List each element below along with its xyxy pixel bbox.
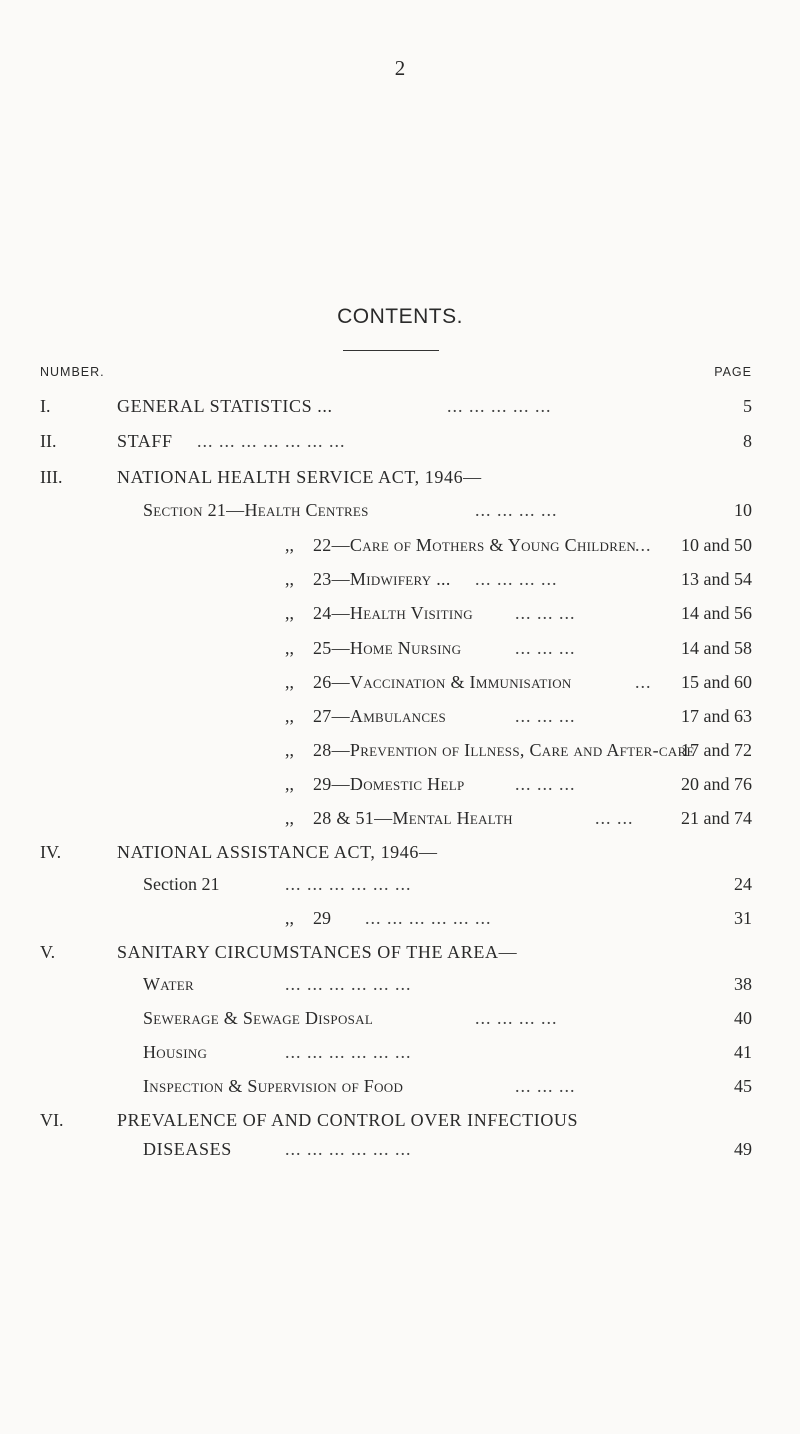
- page-ref: 20 and 76: [681, 774, 752, 794]
- leader-dots: ... ... ... ...: [475, 1008, 558, 1028]
- entry-text: Housing: [143, 1042, 208, 1062]
- toc-section-4: [0, 839, 800, 865]
- page-ref: 10: [734, 500, 752, 520]
- toc-entry: [0, 805, 800, 831]
- leader-dots: ... ... ... ...: [475, 500, 558, 520]
- section-title: GENERAL STATISTICS ...: [117, 396, 333, 416]
- leader-dots: ... ... ... ... ... ... ...: [197, 431, 346, 451]
- entry-text: 29: [313, 908, 331, 928]
- toc-entry: [0, 737, 800, 763]
- toc-entry: [0, 566, 800, 592]
- toc-entry: [0, 1005, 800, 1031]
- section-number: III.: [40, 467, 63, 487]
- entry-text: Sewerage & Sewage Disposal: [143, 1008, 374, 1028]
- toc-section-6-cont: [0, 1136, 800, 1162]
- toc-entry: [0, 635, 800, 661]
- entry-text: 23—Midwifery ...: [313, 569, 451, 589]
- toc-entry: [0, 771, 800, 797]
- page-ref: 15 and 60: [681, 672, 752, 692]
- section-title: NATIONAL ASSISTANCE ACT, 1946—: [117, 842, 438, 862]
- toc-entry: [0, 871, 800, 897]
- leader-dots: ... ... ...: [515, 1076, 576, 1096]
- page-ref: 8: [743, 431, 752, 451]
- page-ref: 38: [734, 974, 752, 994]
- page-ref: 45: [734, 1076, 752, 1096]
- entry-text: 29—Domestic Help: [313, 774, 465, 794]
- entry-text: 26—Vaccination & Immunisation: [313, 672, 572, 692]
- ditto-mark: ,,: [285, 808, 294, 828]
- page-ref: 24: [734, 874, 752, 894]
- section-number: IV.: [40, 842, 62, 862]
- page-ref: 21 and 74: [681, 808, 752, 828]
- page-ref: 31: [734, 908, 752, 928]
- section-title-cont: DISEASES: [143, 1139, 232, 1159]
- leader-dots: ... ... ... ... ... ...: [285, 874, 412, 894]
- toc-entry: [0, 532, 800, 558]
- leader-dots: ... ... ...: [515, 638, 576, 658]
- page-ref: 17 and 72: [681, 740, 752, 760]
- ditto-mark: ,,: [285, 569, 294, 589]
- ditto-mark: ,,: [285, 908, 294, 928]
- ditto-mark: ,,: [285, 603, 294, 623]
- entry-text: Section 21—Health Centres: [143, 500, 369, 520]
- entry-text: 25—Home Nursing: [313, 638, 462, 658]
- toc-entry: [0, 703, 800, 729]
- leader-dots: ...: [635, 672, 652, 692]
- page-title: CONTENTS.: [337, 305, 463, 328]
- leader-dots: ... ... ...: [515, 774, 576, 794]
- leader-dots: ... ... ...: [515, 603, 576, 623]
- ditto-mark: ,,: [285, 535, 294, 555]
- ditto-mark: ,,: [285, 774, 294, 794]
- toc-section-1: [0, 393, 800, 419]
- entry-text: 28—Prevention of Illness, Care and After-care: [313, 740, 695, 760]
- leader-dots: ... ... ... ... ...: [447, 396, 552, 416]
- ditto-mark: ,,: [285, 672, 294, 692]
- ditto-mark: ,,: [285, 638, 294, 658]
- entry-text: 28 & 51—Mental Health: [313, 808, 513, 828]
- section-number: I.: [40, 396, 51, 416]
- toc-section-2: [0, 428, 800, 454]
- title-divider: [343, 350, 439, 351]
- entry-text: Section 21: [143, 874, 220, 894]
- page-number: 2: [394, 56, 406, 80]
- entry-text: 24—Health Visiting: [313, 603, 473, 623]
- ditto-mark: ,,: [285, 706, 294, 726]
- section-title: STAFF: [117, 431, 173, 451]
- entry-text: 27—Ambulances: [313, 706, 447, 726]
- toc-section-3: [0, 464, 800, 490]
- section-title: NATIONAL HEALTH SERVICE ACT, 1946—: [117, 467, 482, 487]
- page-ref: 13 and 54: [681, 569, 752, 589]
- section-number: II.: [40, 431, 57, 451]
- toc-entry: [0, 971, 800, 997]
- toc-entry: [0, 669, 800, 695]
- page-ref: 40: [734, 1008, 752, 1028]
- leader-dots: ... ... ... ... ... ...: [365, 908, 492, 928]
- entry-text: Water: [143, 974, 194, 994]
- leader-dots: ... ... ... ... ... ...: [285, 974, 412, 994]
- leader-dots: ... ... ... ... ... ...: [285, 1139, 412, 1159]
- leader-dots: ... ... ... ...: [475, 569, 558, 589]
- leader-dots: ... ...: [595, 808, 634, 828]
- toc-entry: [0, 1039, 800, 1065]
- page-ref: 10 and 50: [681, 535, 752, 555]
- toc-entry: [0, 497, 800, 523]
- page-ref: 14 and 58: [681, 638, 752, 658]
- number-column-header: NUMBER.: [40, 365, 105, 379]
- toc-entry: [0, 905, 800, 931]
- section-number: VI.: [40, 1110, 64, 1130]
- toc-entry: [0, 600, 800, 626]
- page-ref: 14 and 56: [681, 603, 752, 623]
- section-title: SANITARY CIRCUMSTANCES OF THE AREA—: [117, 942, 518, 962]
- ditto-mark: ,,: [285, 740, 294, 760]
- page-column-header: PAGE: [714, 365, 752, 379]
- section-title: PREVALENCE OF AND CONTROL OVER INFECTIOUS: [117, 1110, 579, 1130]
- toc-section-5: [0, 939, 800, 965]
- leader-dots: ... ... ... ... ... ...: [285, 1042, 412, 1062]
- leader-dots: ... ... ...: [515, 706, 576, 726]
- entry-text: 22—Care of Mothers & Young Children: [313, 535, 637, 555]
- page-ref: 5: [743, 396, 752, 416]
- section-number: V.: [40, 942, 56, 962]
- leader-dots: ...: [635, 535, 652, 555]
- toc-section-6: [0, 1107, 800, 1133]
- page-ref: 17 and 63: [681, 706, 752, 726]
- entry-text: Inspection & Supervision of Food: [143, 1076, 404, 1096]
- page-ref: 41: [734, 1042, 752, 1062]
- toc-entry: [0, 1073, 800, 1099]
- page-ref: 49: [734, 1139, 752, 1159]
